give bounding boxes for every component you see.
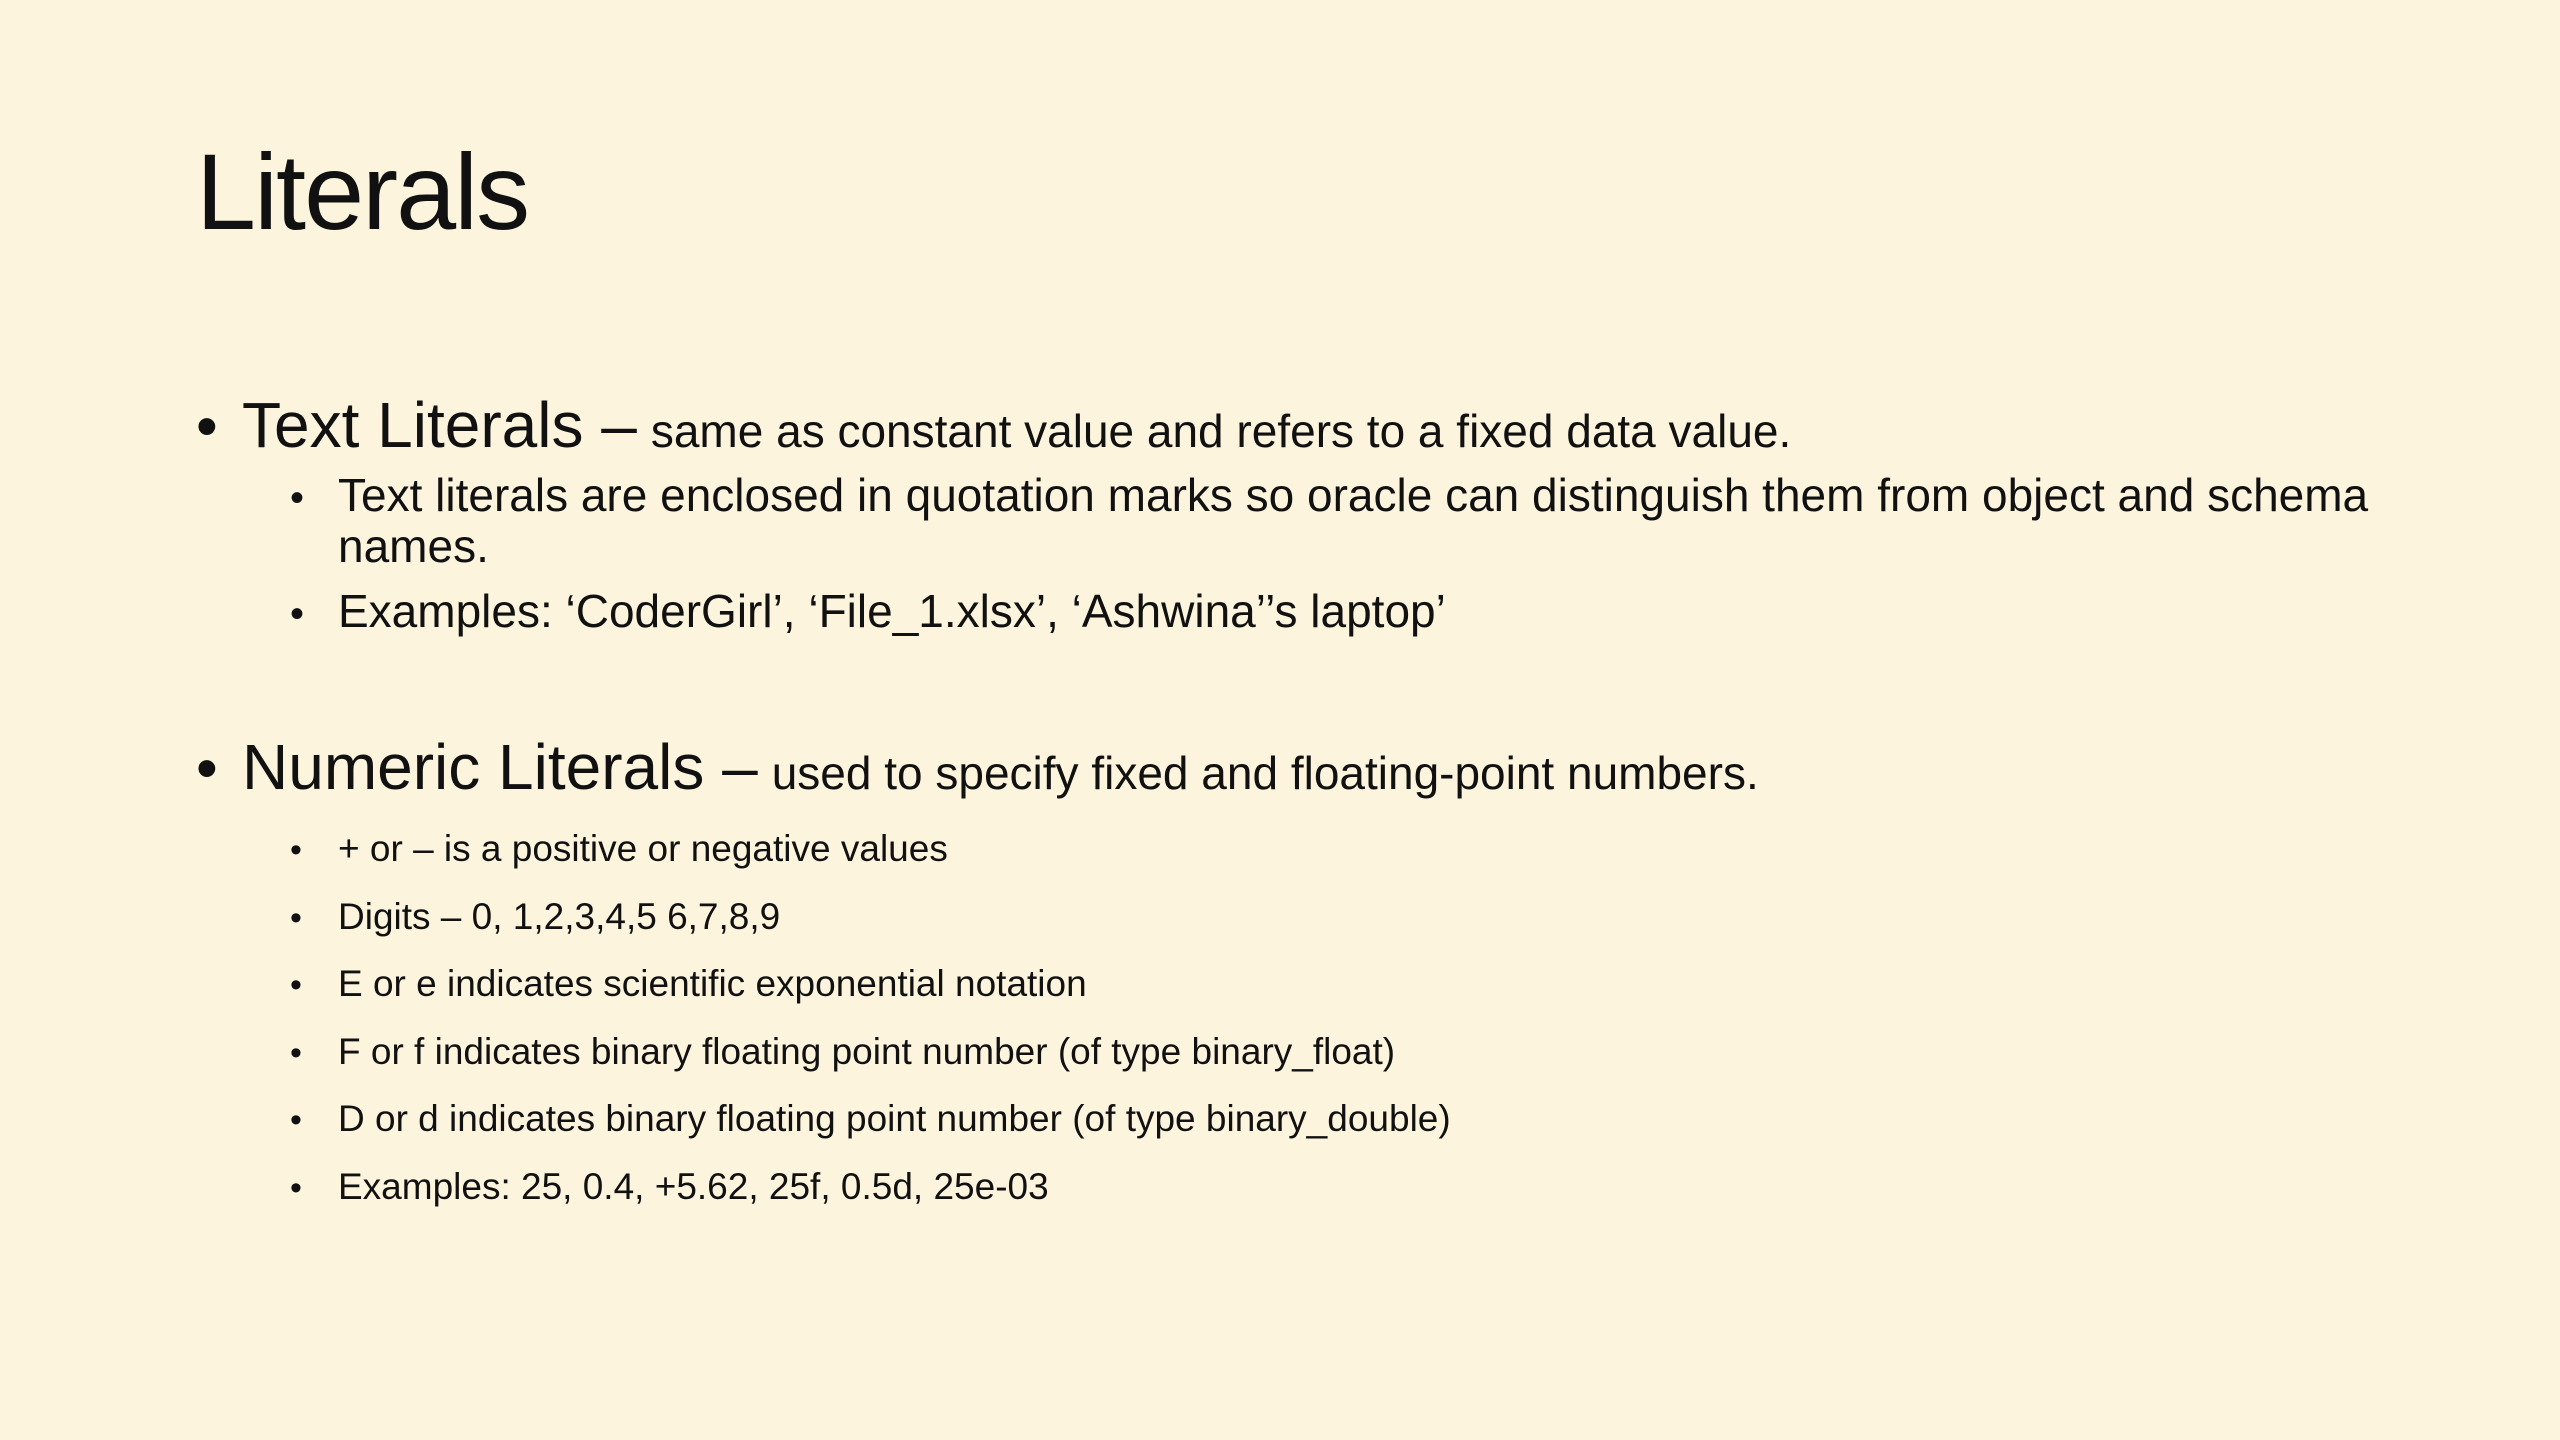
bullet-icon: • [290, 966, 302, 1004]
bullet-icon: • [290, 831, 302, 869]
slide-title: Literals [196, 131, 529, 252]
sub-bullet-text: D or d indicates binary floating point number (of type binary_double) [338, 1098, 1451, 1139]
bullet-icon: • [290, 1101, 302, 1139]
bullet-term: Text Literals – [242, 389, 637, 461]
sub-bullet-text: + or – is a positive or negative values [338, 828, 948, 869]
bullet-text-literals [196, 388, 1791, 462]
bullet-numeric-literals [196, 730, 1759, 804]
sub-bullet-numeric-exponent [290, 963, 1087, 1005]
sub-bullet-text: Text literals are enclosed in quotation marks so oracle can distinguish them from object and schema names. [338, 469, 2369, 572]
sub-bullet-text: F or f indicates binary floating point number (of type binary_float) [338, 1031, 1396, 1072]
sub-bullet-numeric-double [290, 1098, 1451, 1140]
bullet-icon: • [290, 1034, 302, 1072]
bullet-icon: • [196, 392, 218, 461]
sub-bullet-numeric-examples [290, 1166, 1049, 1208]
sub-bullet-text: E or e indicates scientific exponential notation [338, 963, 1087, 1004]
bullet-icon: • [290, 1169, 302, 1207]
sub-bullet-numeric-float [290, 1031, 1395, 1073]
sub-bullet-text-literals-examples [290, 586, 2370, 637]
bullet-description: same as constant value and refers to a fixed data value. [650, 405, 1792, 457]
bullet-description: used to specify fixed and floating-point numbers. [771, 747, 1759, 799]
bullet-icon: • [290, 899, 302, 937]
sub-bullet-numeric-digits [290, 896, 780, 938]
bullet-icon: • [196, 734, 218, 803]
sub-bullet-text-literals-quotes [290, 470, 2370, 572]
sub-bullet-numeric-sign [290, 828, 948, 870]
bullet-term: Numeric Literals – [242, 731, 758, 803]
sub-bullet-text: Examples: 25, 0.4, +5.62, 25f, 0.5d, 25e-03 [338, 1166, 1049, 1207]
bullet-icon: • [290, 476, 305, 520]
bullet-icon: • [290, 592, 305, 636]
sub-bullet-text: Digits – 0, 1,2,3,4,5 6,7,8,9 [338, 896, 781, 937]
sub-bullet-text: Examples: ‘CoderGirl’, ‘File_1.xlsx’, ‘Ashwina’’s laptop’ [338, 585, 1446, 637]
